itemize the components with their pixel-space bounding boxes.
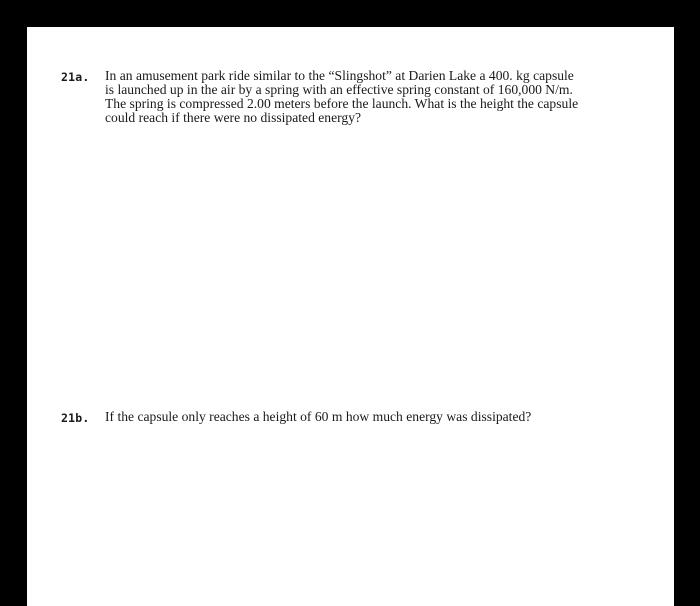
question-21a (61, 69, 651, 125)
question-text-line: could reach if there were no dissipated energy? (105, 110, 362, 125)
question-text-line: The spring is compressed 2.00 meters before the launch. What is the height the capsule (105, 96, 579, 111)
question-number: 21b. (61, 411, 90, 425)
question-21b (61, 410, 651, 425)
question-text-line: In an amusement park ride similar to the “Slingshot” at Darien Lake a 400. kg capsule (105, 68, 574, 83)
question-text (105, 410, 531, 424)
worksheet-page (27, 27, 674, 606)
question-text-line: is launched up in the air by a spring with an effective spring constant of 160,000 N/m. (105, 82, 573, 97)
question-text-line: If the capsule only reaches a height of 60 m how much energy was dissipated? (105, 409, 532, 424)
question-text (105, 69, 578, 125)
question-number: 21a. (61, 70, 90, 84)
